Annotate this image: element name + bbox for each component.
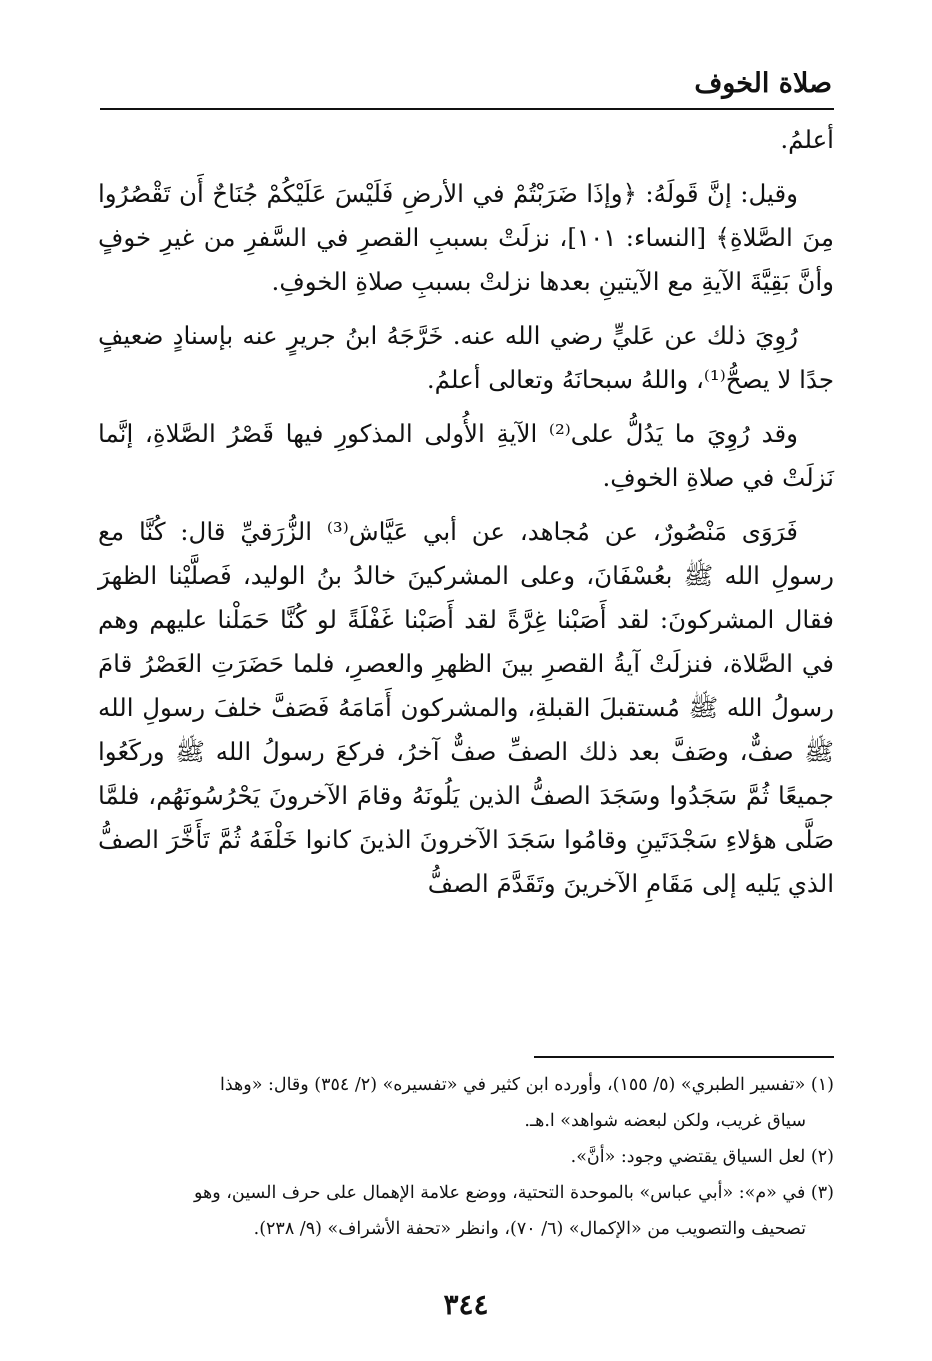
main-text: [98, 118, 834, 916]
paragraph-3: رُوِيَ ذلك عن عَليٍّ رضي الله عنه. خَرَّجَهُ ابنُ جريرٍ عنه بإسنادٍ ضعيفٍ جدًا لا يصحُّ⁽¹⁾، واللهُ سبحانَهُ وتعالى أعلمُ.: [98, 321, 834, 394]
paragraph-5: فَرَوَى مَنْصُورٌ، عن مُجاهد، عن أبي عَيَّاش⁽³⁾ الزُّرَقيِّ قال: كُنَّا مع رسولِ الله ﷺ بعُسْفَانَ، وعلى المشركينَ خالدُ بنُ الوليد، فَصلَّيْنا الظهرَ فقال المشركونَ: لقد أَصَبْنا غِرَّةً لقد أَصَبْنا غَفْلَةً لو كُنَّا حَمَلْنا عليهم وهم في الصَّلاة، فنزلَتْ آيةُ القصرِ بينَ الظهرِ والعصرِ، فلما حَضَرَتِ العَصْرُ قامَ رسولُ الله ﷺ مُستقبلَ القبلةِ، والمشركون أَمَامَهُ فَصَفَّ خلفَ رسولِ الله ﷺ صفٌّ، وصَفَّ بعد ذلك الصفِّ صفٌّ آخرُ، فركعَ رسولُ الله ﷺ وركَعُوا جميعًا ثُمَّ سَجَدُوا وسَجَدَ الصفُّ الذين يَلُونَهُ وقامَ الآخرونَ يَحْرُسُونَهُم، فلمَّا صَلَّى هؤلاءِ سَجْدَتَينِ وقامُوا سَجَدَ الآخرونَ الذينَ كانوا خَلْفَهُ ثُمَّ تَأَخَّرَ الصفُّ الذي يَليه إلى مَقَامِ الآخرينَ وتَقَدَّمَ الصفُّ: [98, 517, 834, 898]
footnote-2: (٢) لعل السياق يقتضي وجود: «أنَّ».: [570, 1147, 834, 1167]
paragraph-2: وقيل: إنَّ قَولَهُ: ﴿وإذَا ضَرَبْتُمْ في الأرضِ فَلَيْسَ عَلَيْكُمْ جُنَاحٌ أَن تَقْصُرُوا مِنَ الصَّلاةِ﴾ [النساء: ١٠١]، نزلَتْ بسببِ القصرِ في السَّفرِ من غيرِ خوفٍ وأنَّ بَقِيَّةَ الآيةِ مع الآيتينِ بعدها نزلتْ بسببِ صلاةِ الخوفِ.: [98, 179, 834, 296]
page-number: ٣٤٤: [443, 1288, 489, 1321]
paragraph-1: أعلمُ.: [780, 125, 834, 154]
footnote-3-line-2: تصحيف والتصويب من «الإكمال» (٦/ ٧٠)، وانظر «تحفة الأشراف» (٩/ ٢٣٨).: [253, 1219, 806, 1239]
footnotes: [98, 1068, 834, 1248]
footnote-1-line-2: سياق غريب، ولكن لبعضه شواهد» ا.هـ.: [524, 1111, 806, 1131]
footnote-separator: [534, 1056, 834, 1058]
paragraph-4: وقد رُوِيَ ما يَدُلُّ على⁽²⁾ الآيةِ الأُولى المذكورِ فيها قَصْرُ الصَّلاةِ، إنَّما نَزلَتْ في صلاةِ الخوفِ.: [98, 419, 834, 492]
running-header-title: صلاة الخوف: [694, 68, 832, 99]
footnote-1-line-1: (١) «تفسير الطبري» (٥/ ١٥٥)، وأورده ابن كثير في «تفسيره» (٢/ ٣٥٤) وقال: «وهذا: [219, 1075, 834, 1095]
footnote-3-line-1: (٣) في «م»: «أبي عباس» بالموحدة التحتية، ووضع علامة الإهمال على حرف السين، وهو: [193, 1183, 834, 1203]
header-rule: [100, 108, 834, 110]
